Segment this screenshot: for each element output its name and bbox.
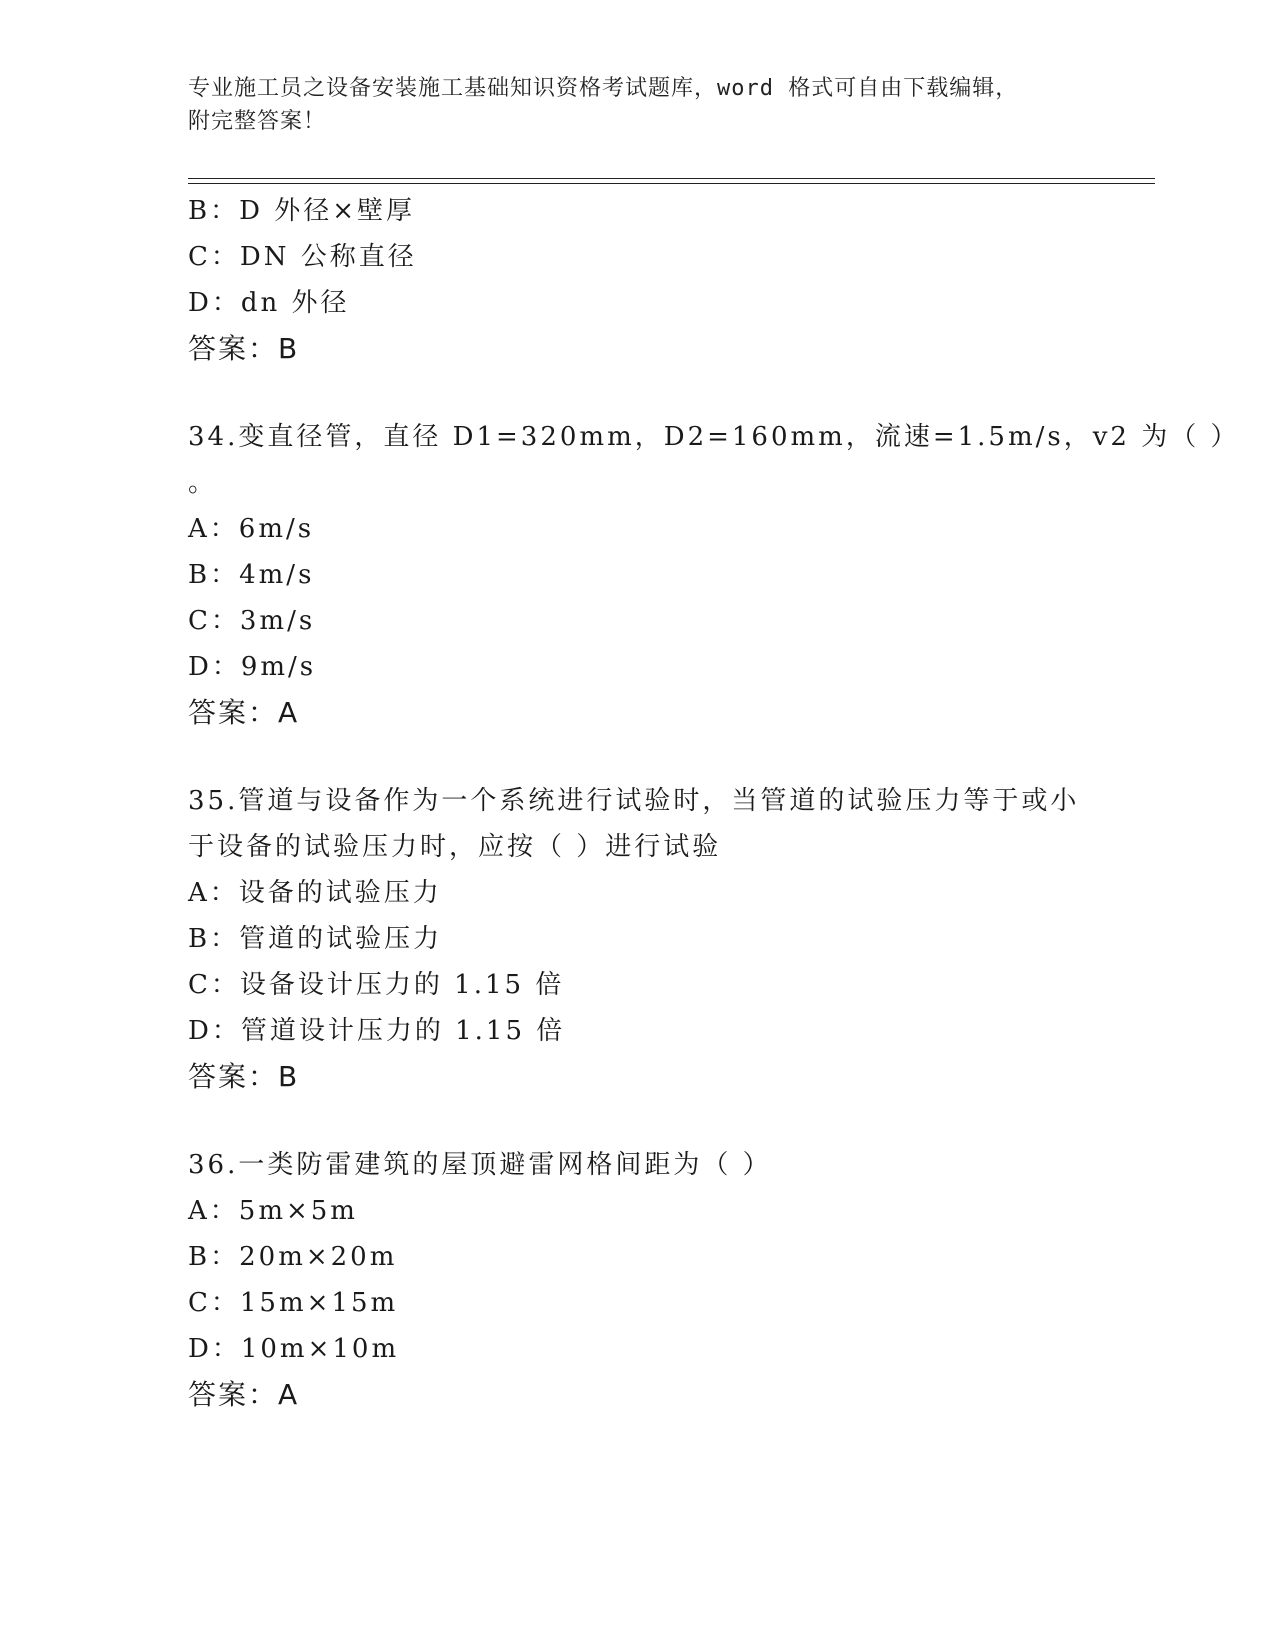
option-d: D：管道设计压力的 1.15 倍 [188,1016,566,1046]
option-c: C：DN 公称直径 [188,242,417,272]
header-title-line2: 附完整答案！ [188,109,327,134]
option-c: C：15m×15m [188,1288,399,1318]
page-header [188,72,1088,138]
option-d: D：dn 外径 [188,288,350,318]
question-stem-continued: 于设备的试验压力时，应按（ ）进行试验 [188,832,722,862]
option-d: D：10m×10m [188,1334,400,1364]
option-b: B：管道的试验压力 [188,924,443,954]
option-a: A：5m×5m [188,1196,358,1226]
option-d: D：9m/s [188,652,317,682]
question-stem: 34.变直径管，直径 D1=320mm，D2=160mm，流速=1.5m/s，v2 为（ ） [188,422,1240,452]
spacer [188,372,1088,414]
spacer [188,1100,1088,1142]
option-a: A：设备的试验压力 [188,878,442,908]
answer-line: 答案：A [188,696,300,729]
header-divider-bottom [188,183,1155,184]
spacer [188,736,1088,778]
option-b: B：20m×20m [188,1242,398,1272]
header-title-line1: 专业施工员之设备安装施工基础知识资格考试题库，word 格式可自由下载编辑， [188,76,1019,101]
question-list [188,188,1240,1418]
question-34 [188,414,1240,736]
answer-line: 答案：B [188,1060,300,1093]
option-c: C：设备设计压力的 1.15 倍 [188,970,565,1000]
question-stem-continued: 。 [188,468,218,498]
answer-line: 答案：B [188,332,300,365]
option-b: B：D 外径×壁厚 [188,196,416,226]
option-b: B：4m/s [188,560,315,590]
option-c: C：3m/s [188,606,316,636]
option-a: A：6m/s [188,514,315,544]
question-stem: 36.一类防雷建筑的屋顶避雷网格间距为（ ） [188,1150,772,1180]
answer-line: 答案：A [188,1378,300,1411]
question-36 [188,1142,1088,1418]
header-divider-top [188,178,1155,179]
question-33-tail [188,188,1088,372]
question-stem: 35.管道与设备作为一个系统进行试验时，当管道的试验压力等于或小 [188,786,1080,816]
question-35 [188,778,1088,1100]
